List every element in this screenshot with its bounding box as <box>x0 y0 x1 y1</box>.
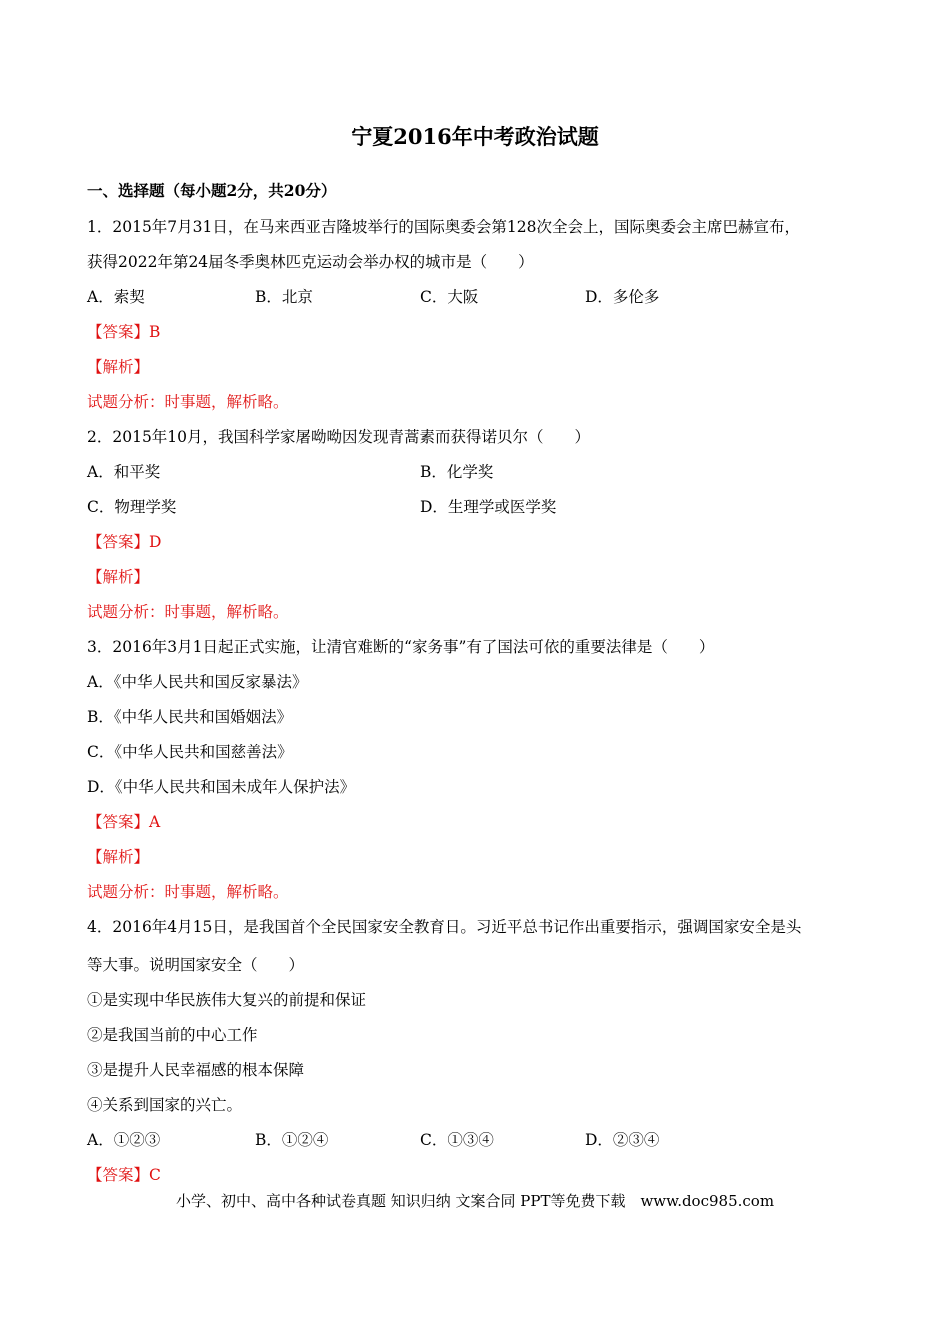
question-2-analysis-label: 【解析】 <box>87 568 150 586</box>
page-title: 宁夏2016年中考政治试题 <box>351 124 599 149</box>
question-1-option-b: B．北京 <box>255 288 313 306</box>
question-3-option-b: B．《中华人民共和国婚姻法》 <box>87 708 293 726</box>
question-2-analysis: 试题分析：时事题，解析略。 <box>87 603 289 621</box>
question-4-option-d: D．②③④ <box>585 1131 660 1149</box>
question-3-analysis-label: 【解析】 <box>87 848 150 866</box>
section-heading: 一、选择题（每小题2分，共20分） <box>87 181 337 200</box>
question-3-option-c: C．《中华人民共和国慈善法》 <box>87 743 293 761</box>
question-3-analysis: 试题分析：时事题，解析略。 <box>87 883 289 901</box>
question-4-statement-4: ④关系到国家的兴亡。 <box>87 1096 243 1114</box>
question-1-analysis-label: 【解析】 <box>87 358 150 376</box>
question-4-statement-1: ①是实现中华民族伟大复兴的前提和保证 <box>87 991 367 1009</box>
question-4-stem-line-2: 等大事。说明国家安全（ ） <box>87 956 305 974</box>
question-3-stem: 3．2016年3月1日起正式实施，让清官难断的“家务事”有了国法可依的重要法律是（ ） <box>87 638 715 656</box>
question-4-option-b: B．①②④ <box>255 1131 329 1149</box>
question-1-option-d: D．多伦多 <box>585 288 660 306</box>
question-2-option-b: B．化学奖 <box>420 463 494 481</box>
question-2-option-a: A．和平奖 <box>87 463 161 481</box>
question-1-stem-line-2: 获得2022年第24届冬季奥林匹克运动会举办权的城市是（ ） <box>87 253 534 271</box>
question-3-option-a: A．《中华人民共和国反家暴法》 <box>87 673 308 691</box>
question-2-answer: 【答案】D <box>87 533 162 551</box>
question-4-answer: 【答案】C <box>87 1166 161 1184</box>
question-1-option-a: A．索契 <box>87 288 145 306</box>
question-4-statement-2: ②是我国当前的中心工作 <box>87 1026 258 1044</box>
question-2-stem: 2．2015年10月，我国科学家屠呦呦因发现青蒿素而获得诺贝尔（ ） <box>87 428 591 446</box>
question-1-option-c: C．大阪 <box>420 288 479 306</box>
question-4-option-a: A．①②③ <box>87 1131 161 1149</box>
question-3-option-d: D．《中华人民共和国未成年人保护法》 <box>87 778 356 796</box>
question-2-option-c: C．物理学奖 <box>87 498 177 516</box>
question-1-stem-line-1: 1．2015年7月31日，在马来西亚吉隆坡举行的国际奥委会第128次全会上，国际奥委会主席巴赫宣布， <box>87 218 800 236</box>
question-3-answer: 【答案】A <box>87 813 161 831</box>
question-1-answer: 【答案】B <box>87 323 161 341</box>
question-4-statement-3: ③是提升人民幸福感的根本保障 <box>87 1061 305 1079</box>
page-footer: 小学、初中、高中各种试卷真题 知识归纳 文案合同 PPT等免费下载 www.doc985.com <box>175 1192 775 1210</box>
question-1-analysis: 试题分析：时事题，解析略。 <box>87 393 289 411</box>
question-2-option-d: D．生理学或医学奖 <box>420 498 557 516</box>
question-4-stem-line-1: 4．2016年4月15日，是我国首个全民国家安全教育日。习近平总书记作出重要指示，强调国家安全是头 <box>87 918 802 936</box>
question-4-option-c: C．①③④ <box>420 1131 494 1149</box>
